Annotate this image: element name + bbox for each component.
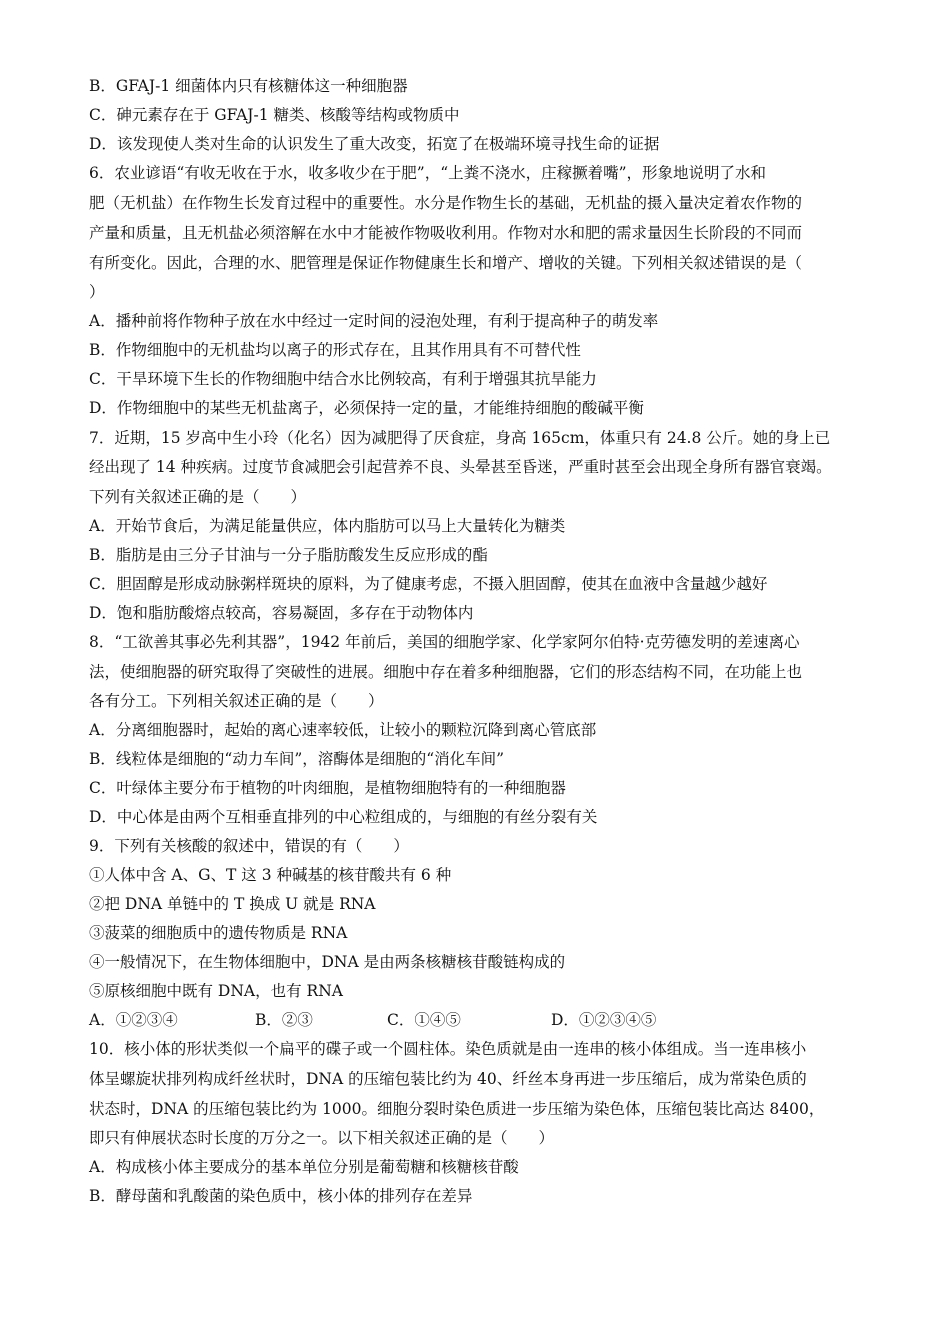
q7-option-d: D．饱和脂肪酸熔点较高，容易凝固，多存在于动物体内 (89, 604, 474, 622)
q8-stem-line-3: 各有分工。下列相关叙述正确的是（ ） (89, 692, 384, 710)
q7-stem-line-3: 下列有关叙述正确的是（ ） (89, 488, 307, 506)
q7-stem-line-2: 经出现了 14 种疾病。过度节食减肥会引起营养不良、头晕甚至昏迷，严重时甚至会出现全身所有器官衰竭。 (89, 458, 832, 476)
q8-option-c: C．叶绿体主要分布于植物的叶肉细胞，是植物细胞特有的一种细胞器 (89, 779, 566, 797)
q5-option-b: B．GFAJ-1 细菌体内只有核糖体这一种细胞器 (89, 77, 408, 95)
q7-option-a: A．开始节食后，为满足能量供应，体内脂肪可以马上大量转化为糖类 (89, 517, 566, 535)
q8-option-b: B．线粒体是细胞的“动力车间”，溶酶体是细胞的“消化车间” (89, 750, 505, 768)
q9-item-4: ④一般情况下，在生物体细胞中，DNA 是由两条核糖核苷酸链构成的 (89, 953, 566, 971)
q8-option-a: A．分离细胞器时，起始的离心速率较低，让较小的颗粒沉降到离心管底部 (89, 721, 597, 739)
q9-option-b: B．②③ (255, 1011, 313, 1029)
q5-option-c: C．砷元素存在于 GFAJ-1 糖类、核酸等结构或物质中 (89, 106, 460, 124)
q7-option-b: B．脂肪是由三分子甘油与一分子脂肪酸发生反应形成的酯 (89, 546, 488, 564)
q6-stem-line-4: 有所变化。因此，合理的水、肥管理是保证作物健康生长和增产、增收的关键。下列相关叙述错误的是（ (89, 254, 803, 272)
q9-item-5: ⑤原核细胞中既有 DNA，也有 RNA (89, 982, 343, 1000)
q6-option-c: C．干旱环境下生长的作物细胞中结合水比例较高，有利于增强其抗旱能力 (89, 370, 597, 388)
q6-option-b: B．作物细胞中的无机盐均以离子的形式存在，且其作用具有不可替代性 (89, 341, 581, 359)
q6-stem-line-5: ） (89, 283, 105, 301)
q9-stem: 9．下列有关核酸的叙述中，错误的有（ ） (89, 837, 409, 855)
q8-stem-line-2: 法，使细胞器的研究取得了突破性的进展。细胞中存在着多种细胞器，它们的形态结构不同，在功能上也 (89, 663, 803, 681)
q9-options-row (89, 1010, 879, 1030)
q10-option-b: B．酵母菌和乳酸菌的染色质中，核小体的排列存在差异 (89, 1187, 473, 1205)
q7-stem-line-1: 7．近期，15 岁高中生小玲（化名）因为减肥得了厌食症，身高 165cm，体重只有 24.8 公斤。她的身上已 (89, 429, 831, 447)
q9-option-d: D．①②③④⑤ (551, 1011, 657, 1029)
q6-option-a: A．播种前将作物种子放在水中经过一定时间的浸泡处理，有利于提高种子的萌发率 (89, 312, 659, 330)
q9-item-2: ②把 DNA 单链中的 T 换成 U 就是 RNA (89, 895, 376, 913)
q6-stem-line-1: 6．农业谚语“有收无收在于水，收多收少在于肥”，“上粪不浇水，庄稼撅着嘴”，形象地说明了水和 (89, 164, 767, 182)
q7-option-c: C．胆固醇是形成动脉粥样斑块的原料，为了健康考虑，不摄入胆固醇，使其在血液中含量越少越好 (89, 575, 768, 593)
q10-stem-line-1: 10．核小体的形状类似一个扁平的碟子或一个圆柱体。染色质就是由一连串的核小体组成。当一连串核小 (89, 1040, 807, 1058)
q8-option-d: D．中心体是由两个互相垂直排列的中心粒组成的，与细胞的有丝分裂有关 (89, 808, 598, 826)
q10-stem-line-2: 体呈螺旋状排列构成纤丝状时，DNA 的压缩包装比约为 40、纤丝本身再进一步压缩后，成为常染色质的 (89, 1070, 807, 1088)
q10-stem-line-3: 状态时，DNA 的压缩包装比约为 1000。细胞分裂时染色质进一步压缩为染色体，压缩包装比高达 8400， (89, 1100, 825, 1118)
q6-stem-line-3: 产量和质量，且无机盐必须溶解在水中才能被作物吸收利用。作物对水和肥的需求量因生长阶段的不同而 (89, 224, 803, 242)
q9-option-a: A．①②③④ (89, 1011, 178, 1029)
q9-item-1: ①人体中含 A、G、T 这 3 种碱基的核苷酸共有 6 种 (89, 866, 452, 884)
q8-stem-line-1: 8．“工欲善其事必先利其器”，1942 年前后，美国的细胞学家、化学家阿尔伯特·克劳德发明的差速离心 (89, 633, 800, 651)
q6-stem-line-2: 肥（无机盐）在作物生长发育过程中的重要性。水分是作物生长的基础，无机盐的摄入量决定着农作物的 (89, 194, 803, 212)
q10-option-a: A．构成核小体主要成分的基本单位分别是葡萄糖和核糖核苷酸 (89, 1158, 519, 1176)
q5-option-d: D．该发现使人类对生命的认识发生了重大改变，拓宽了在极端环境寻找生命的证据 (89, 135, 660, 153)
q10-stem-line-4: 即只有伸展状态时长度的万分之一。以下相关叙述正确的是（ ） (89, 1129, 555, 1147)
q9-option-c: C．①④⑤ (387, 1011, 461, 1029)
q6-option-d: D．作物细胞中的某些无机盐离子，必须保持一定的量，才能维持细胞的酸碱平衡 (89, 399, 644, 417)
q9-item-3: ③菠菜的细胞质中的遗传物质是 RNA (89, 924, 348, 942)
